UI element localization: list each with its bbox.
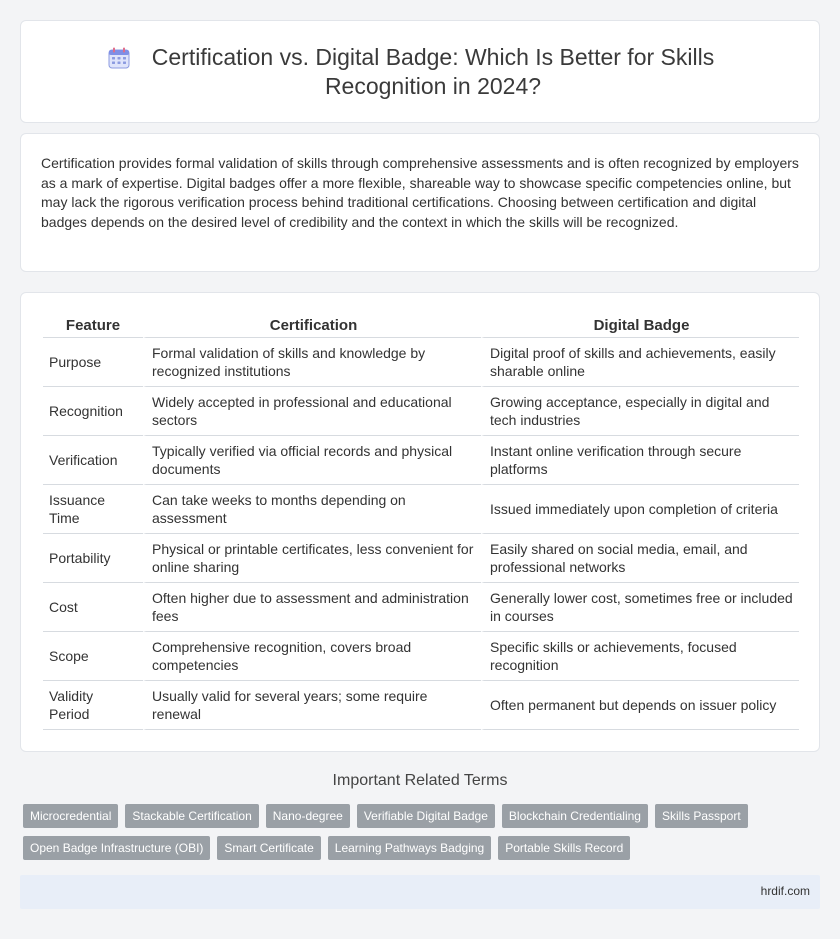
certification-cell: Can take weeks to months depending on assessment: [143, 485, 481, 534]
feature-cell: Verification: [43, 436, 143, 485]
related-terms-list: [23, 804, 813, 860]
related-term-tag[interactable]: Verifiable Digital Badge: [357, 804, 495, 828]
related-term-tag[interactable]: Microcredential: [23, 804, 118, 828]
certification-cell: Usually valid for several years; some require renewal: [143, 681, 481, 730]
feature-cell: Recognition: [43, 387, 143, 436]
certification-cell: Physical or printable certificates, less convenient for online sharing: [143, 534, 481, 583]
related-term-tag[interactable]: Open Badge Infrastructure (OBI): [23, 836, 210, 860]
footer-site-link[interactable]: hrdif.com: [760, 884, 810, 898]
table-header-row: [43, 311, 799, 338]
digital-badge-cell: Often permanent but depends on issuer policy: [481, 681, 799, 730]
footer-bar: [20, 875, 820, 909]
feature-cell: Cost: [43, 583, 143, 632]
header-digital-badge: Digital Badge: [481, 311, 799, 338]
related-term-tag[interactable]: Stackable Certification: [125, 804, 258, 828]
page-title: Certification vs. Digital Badge: Which Is Better for Skills Recognition in 2024?: [151, 44, 715, 99]
table-row: [43, 534, 799, 583]
certification-cell: Comprehensive recognition, covers broad competencies: [143, 632, 481, 681]
digital-badge-cell: Instant online verification through secure platforms: [481, 436, 799, 485]
header-certification: Certification: [143, 311, 481, 338]
digital-badge-cell: Generally lower cost, sometimes free or included in courses: [481, 583, 799, 632]
related-term-tag[interactable]: Blockchain Credentialing: [502, 804, 648, 828]
intro-paragraph: Certification provides formal validation of skills through comprehensive assessments and is often recognized by employers as a mark of expertise. Digital badges offer a more flexible, shareable way to showcase specific competencies online, but may lack the rigorous verification process behind traditional certifications. Choosing between certification and digital badges depends on the desired level of credibility and the context in which the skills will be recognized.: [41, 155, 799, 230]
related-term-tag[interactable]: Learning Pathways Badging: [328, 836, 491, 860]
related-terms-title: Important Related Terms: [332, 772, 508, 789]
comparison-table-card: [20, 292, 820, 752]
table-row: [43, 632, 799, 681]
table-row: [43, 338, 799, 387]
table-row: [43, 387, 799, 436]
table-row: [43, 583, 799, 632]
digital-badge-cell: Digital proof of skills and achievements, easily sharable online: [481, 338, 799, 387]
comparison-table: [43, 311, 799, 730]
feature-cell: Portability: [43, 534, 143, 583]
feature-cell: Issuance Time: [43, 485, 143, 534]
certification-cell: Widely accepted in professional and educational sectors: [143, 387, 481, 436]
certification-cell: Formal validation of skills and knowledge by recognized institutions: [143, 338, 481, 387]
header-feature: Feature: [43, 311, 143, 338]
digital-badge-cell: Growing acceptance, especially in digital and tech industries: [481, 387, 799, 436]
table-row: [43, 436, 799, 485]
related-term-tag[interactable]: Nano-degree: [266, 804, 350, 828]
digital-badge-cell: Issued immediately upon completion of criteria: [481, 485, 799, 534]
feature-cell: Validity Period: [43, 681, 143, 730]
digital-badge-cell: Easily shared on social media, email, and professional networks: [481, 534, 799, 583]
related-term-tag[interactable]: Portable Skills Record: [498, 836, 630, 860]
related-term-tag[interactable]: Skills Passport: [655, 804, 748, 828]
feature-cell: Scope: [43, 632, 143, 681]
certification-cell: Often higher due to assessment and administration fees: [143, 583, 481, 632]
feature-cell: Purpose: [43, 338, 143, 387]
title-card: [20, 20, 820, 123]
intro-card: [20, 133, 820, 272]
table-row: [43, 485, 799, 534]
related-term-tag[interactable]: Smart Certificate: [217, 836, 320, 860]
digital-badge-cell: Specific skills or achievements, focused recognition: [481, 632, 799, 681]
certification-cell: Typically verified via official records and physical documents: [143, 436, 481, 485]
table-row: [43, 681, 799, 730]
